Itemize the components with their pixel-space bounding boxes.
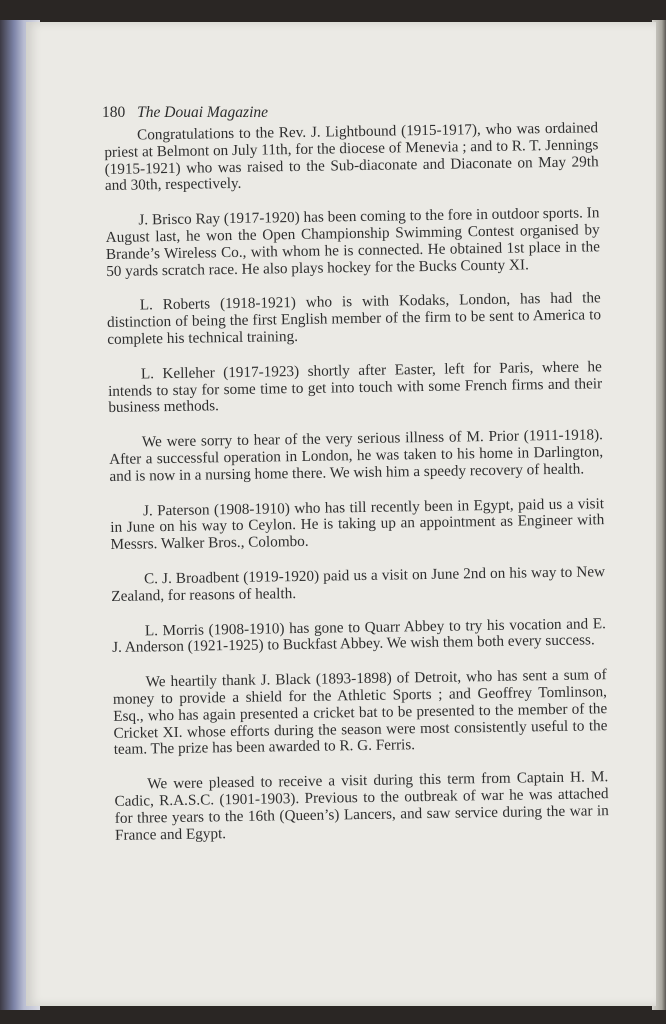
page-header <box>102 104 268 122</box>
paragraph: We were pleased to receive a visit during this term from Captain H. M. Cadic, R.A.S.C. (1901-1903). Previous to the outbreak of war he was attached for three years to the 16th (Queen’s) Lancers, and saw service during the war in France and Egypt. <box>114 768 609 844</box>
article-body <box>104 120 609 862</box>
paragraph: L. Roberts (1918-1921) who is with Kodaks, London, has had the distinction of being the first English member of the firm to be sent to America to complete his technical training. <box>106 289 602 348</box>
running-title: The Douai Magazine <box>137 104 269 121</box>
paragraph: C. J. Broadbent (1919-1920) paid us a visit on June 2nd on his way to New Zealand, for reasons of health. <box>111 563 606 605</box>
paragraph: We heartily thank J. Black (1893-1898) of Detroit, who has sent a sum of money to provide a shield for the Athletic Sports ; and Geoffrey Tomlinson, Esq., who has again presented a cricket bat to be presented to the member of the Cricket XI. whose efforts during the season were most consistently useful to the team. The prize has been awarded to R. G. Ferris. <box>112 666 608 759</box>
paragraph: J. Paterson (1908-1910) who has till recently been in Egypt, paid us a visit in June on his way to Ceylon. He is taking up an appointment as Engineer with Messrs. Walker Bros., Colombo. <box>110 494 605 554</box>
paragraph: L. Morris (1908-1910) has gone to Quarr Abbey to try his vocation and E. J. Anderson (1921-1925) to Buckfast Abbey. We wish them both every success. <box>112 614 606 657</box>
paragraph: J. Brisco Ray (1917-1920) has been coming to the fore in outdoor sports. In August last, he won the Open Championship Swimming Contest organised by Brande’s Wireless Co., with whom he is connected. He obtained 1st place in the 50 yards scratch race. He also plays hockey for the Bucks County XI. <box>105 204 601 280</box>
paragraph: L. Kelleher (1917-1923) shortly after Easter, left for Paris, where he intends to stay for some time to get into touch with some French firms and their business methods. <box>107 357 603 417</box>
paragraph: We were sorry to hear of the very serious illness of M. Prior (1911-1918). After a successful operation in London, he was taken to his home in Darlington, and is now in a nursing home there. We wish him a speedy recovery of health. <box>109 426 604 485</box>
paragraph: Congratulations to the Rev. J. Lightbound (1915-1917), who was ordained priest at Belmont on July 11th, for the diocese of Menevia ; and to R. T. Jennings (1915-1921) who was raised to the Sub-diaconate and Diaconate on May 29th and 30th, respectively. <box>104 119 599 195</box>
page-number: 180 <box>102 104 126 121</box>
